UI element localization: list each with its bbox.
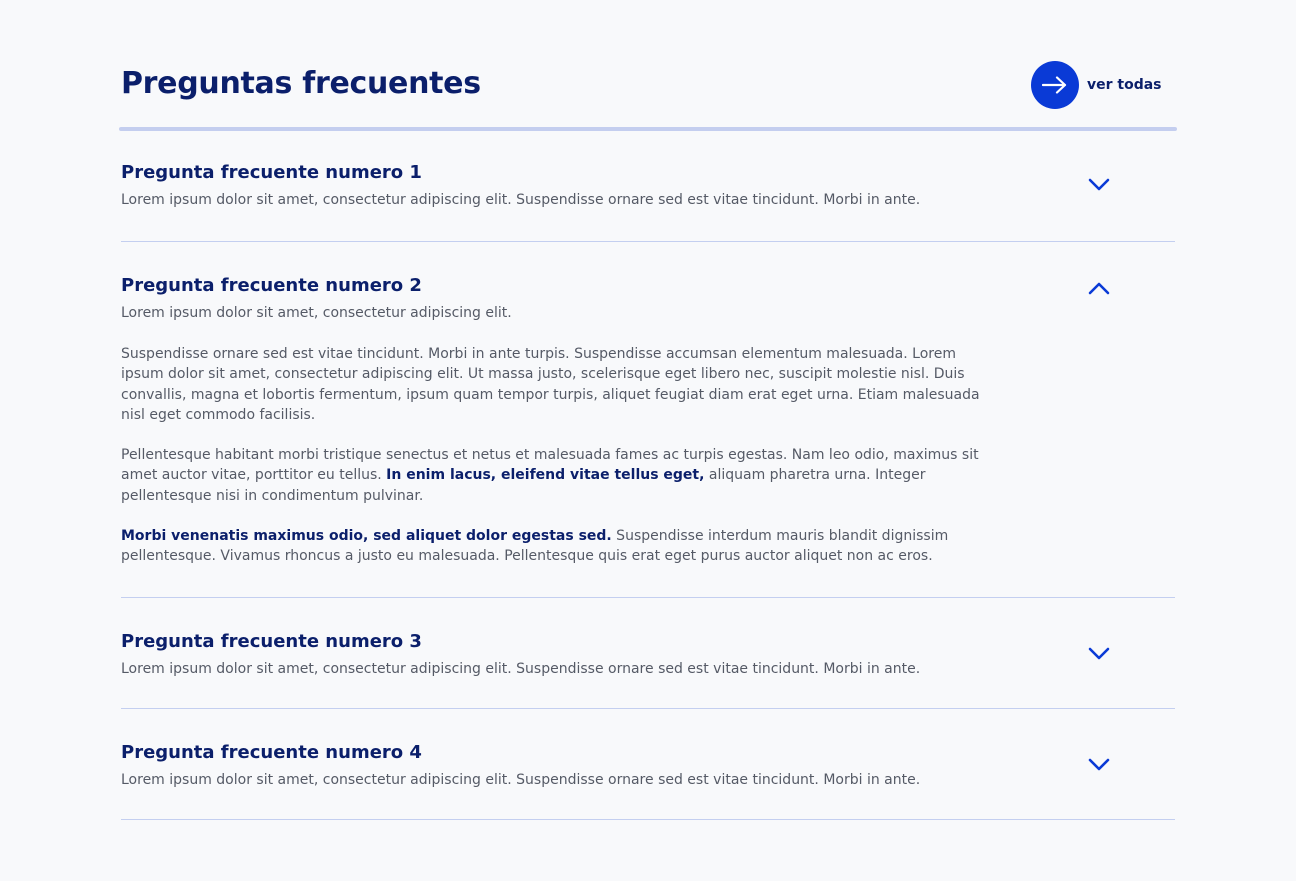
faq-item-4[interactable] xyxy=(121,709,1175,820)
faq-item-1[interactable] xyxy=(121,131,1175,242)
chevron-up-icon xyxy=(1088,281,1110,295)
faq-answer-paragraph-3 xyxy=(121,526,1001,567)
chevron-down-icon xyxy=(1088,758,1110,772)
chevron-down-icon xyxy=(1088,647,1110,661)
arrow-right-icon xyxy=(1042,76,1068,94)
highlighted-text: In enim lacus, eleifend vitae tellus eget, xyxy=(386,467,705,484)
collapse-toggle[interactable] xyxy=(1086,275,1112,301)
faq-item-3[interactable] xyxy=(121,598,1175,709)
expand-toggle[interactable] xyxy=(1086,752,1112,778)
faq-item-2[interactable] xyxy=(121,242,1175,598)
paragraph-text: Suspendisse interdum mauris blandit dignissim pellentesque. Vivamus rhoncus a justo eu malesuada. Pellentesque quis erat eget purus auctor aliquet non ac eros. xyxy=(121,528,949,565)
page-title: Preguntas frecuentes xyxy=(121,66,481,101)
faq-answer-summary: Lorem ipsum dolor sit amet, consectetur adipiscing elit. xyxy=(121,305,512,321)
faq-answer-summary: Lorem ipsum dolor sit amet, consectetur adipiscing elit. Suspendisse ornare sed est vitae tincidunt. Morbi in ante. xyxy=(121,661,921,677)
see-all-circle[interactable] xyxy=(1031,61,1079,109)
chevron-down-icon xyxy=(1088,178,1110,192)
faq-answer-paragraph-2 xyxy=(121,445,1001,506)
expand-toggle[interactable] xyxy=(1086,641,1112,667)
see-all-button[interactable] xyxy=(1031,61,1162,109)
faq-header xyxy=(121,0,1175,131)
faq-section xyxy=(121,0,1175,820)
paragraph-text: Pellentesque habitant morbi tristique senectus et netus et malesuada fames ac turpis egestas. Nam leo odio, maximus sit amet auctor vitae, porttitor eu tellus. xyxy=(121,447,979,484)
faq-question[interactable]: Pregunta frecuente numero 3 xyxy=(121,631,422,652)
faq-question[interactable]: Pregunta frecuente numero 2 xyxy=(121,275,422,296)
faq-answer-summary: Lorem ipsum dolor sit amet, consectetur adipiscing elit. Suspendisse ornare sed est vitae tincidunt. Morbi in ante. xyxy=(121,772,921,788)
faq-answer-paragraph-1: Suspendisse ornare sed est vitae tincidunt. Morbi in ante turpis. Suspendisse accumsan elementum malesuada. Lorem ipsum dolor sit amet, consectetur adipiscing elit. Ut massa justo, scelerisque eget libero nec, suscipit molestie nisl. Duis convallis, magna et lobortis fermentum, ipsum quam tempor turpis, aliquet feugiat diam erat eget urna. Etiam malesuada nisl eget commodo facilisis. xyxy=(121,346,980,423)
faq-question[interactable]: Pregunta frecuente numero 4 xyxy=(121,742,422,763)
paragraph-text: aliquam pharetra urna. Integer pellentesque nisi in condimentum pulvinar. xyxy=(121,467,926,504)
faq-question[interactable]: Pregunta frecuente numero 1 xyxy=(121,162,422,183)
highlighted-text: Morbi venenatis maximus odio, sed aliquet dolor egestas sed. xyxy=(121,528,612,544)
expand-toggle[interactable] xyxy=(1086,172,1112,198)
faq-answer-summary: Lorem ipsum dolor sit amet, consectetur adipiscing elit. Suspendisse ornare sed est vitae tincidunt. Morbi in ante. xyxy=(121,192,921,208)
see-all-label[interactable]: ver todas xyxy=(1087,77,1162,93)
